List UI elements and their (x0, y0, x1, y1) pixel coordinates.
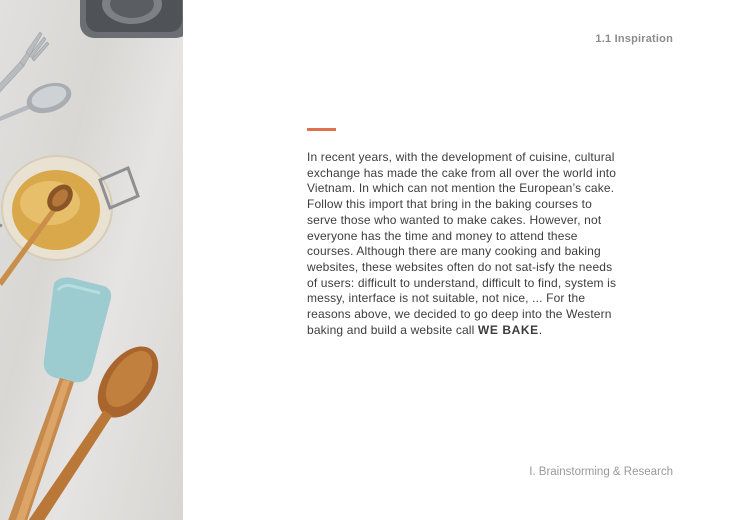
paragraph-1: In recent years, with the development of cuisine, cultural exchange has made the cake from all over the world into Vietnam. In which can not mention the European’s cake. (307, 150, 617, 196)
muffin-tin-icon (80, 0, 183, 38)
accent-divider (307, 128, 336, 131)
baking-tools-photo (0, 0, 183, 520)
honey-jar-icon (0, 156, 138, 260)
paragraph-2-text: Follow this import that bring in the baking courses to serve those who wanted to make cakes. However, not everyone has the time and money to attend these courses. Although there are many cooking and baking websites, these websites often do not sat-isfy the needs of users: difficult to understand, difficult to find, system is messy, interface is not suitable, not nice, ... For the reasons above, we decided to go deep into the Western baking and build a website call (307, 197, 617, 337)
intro-text (307, 150, 617, 338)
end-punctuation: . (538, 322, 543, 337)
baking-tools-illustration (0, 0, 183, 520)
paragraph-2 (307, 197, 617, 338)
fork-icon (0, 32, 49, 92)
spoon-icon (0, 78, 75, 122)
chapter-label: I. Brainstorming & Research (529, 466, 673, 478)
section-label: 1.1 Inspiration (595, 33, 673, 45)
brand-name: WE BAKE (477, 322, 539, 337)
